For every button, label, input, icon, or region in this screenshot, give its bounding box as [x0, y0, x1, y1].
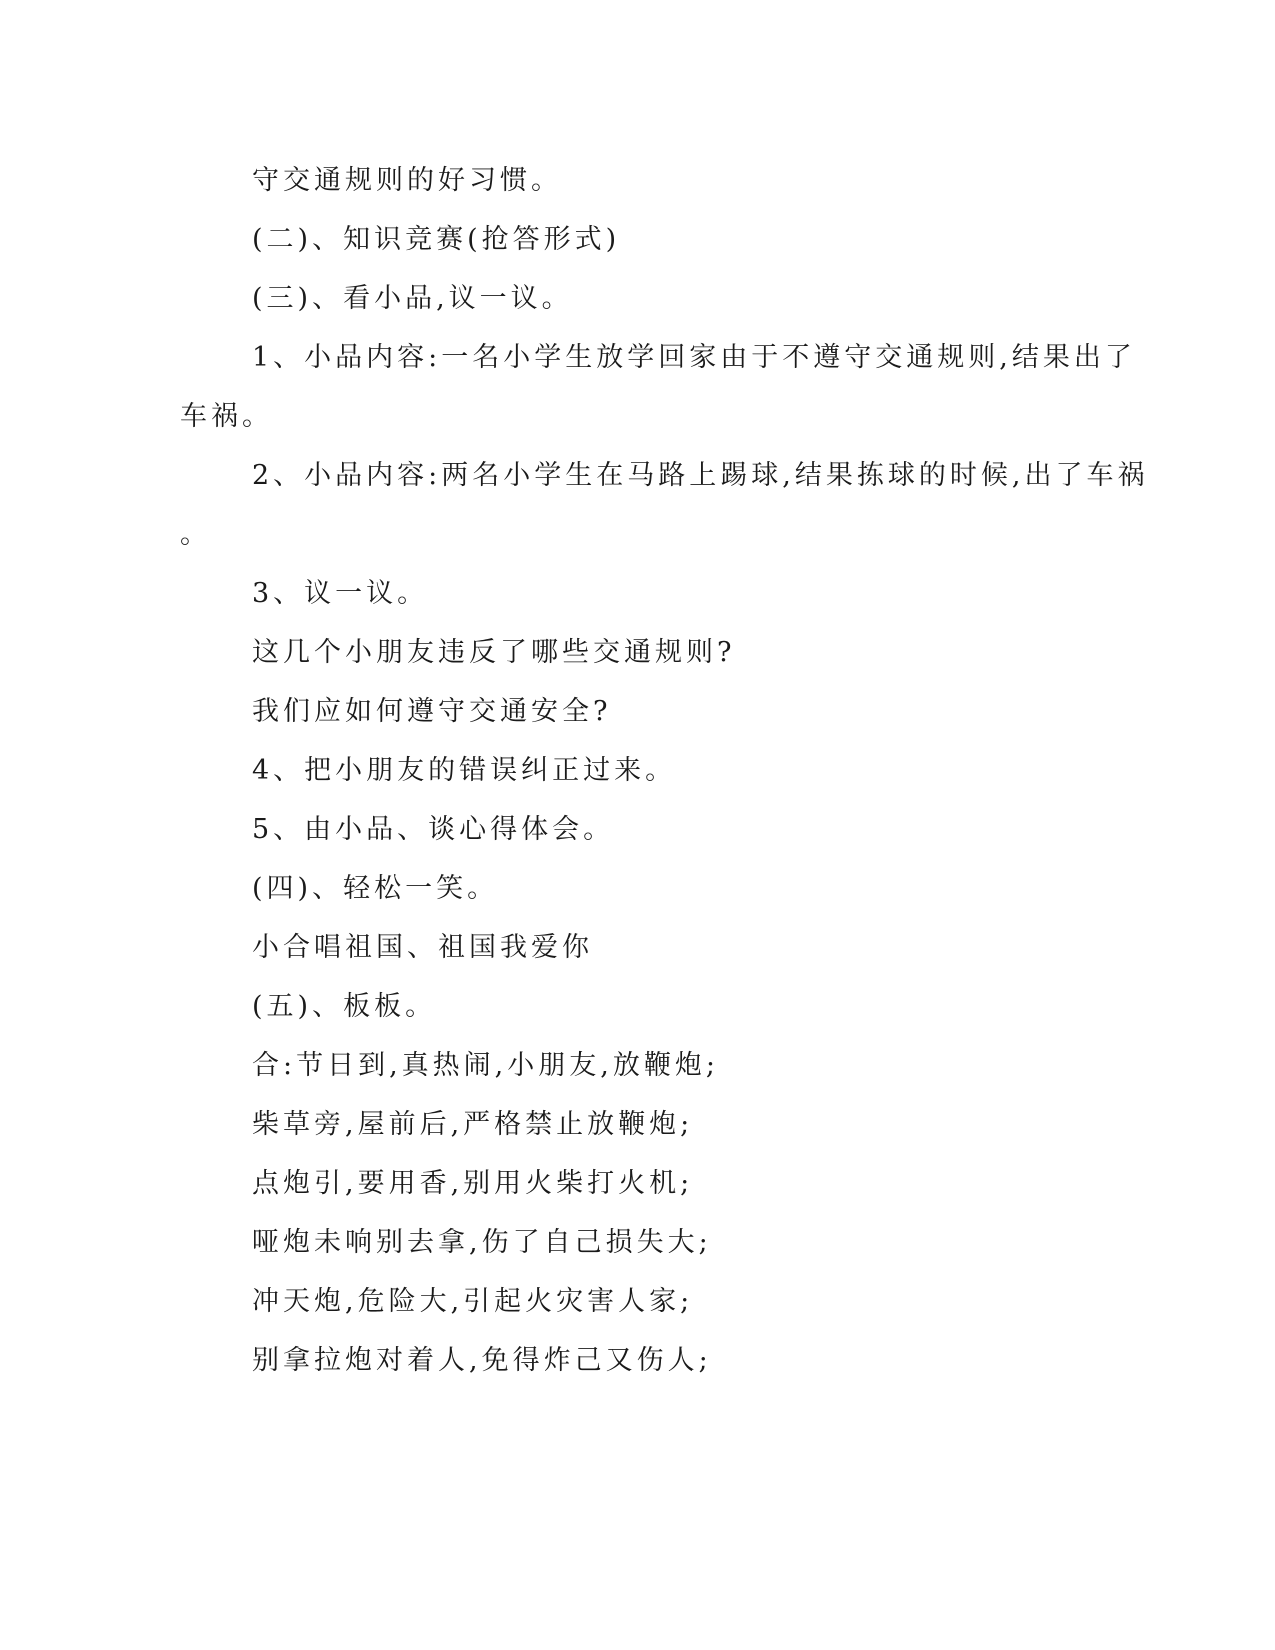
question-line: 我们应如何遵守交通安全?	[252, 696, 612, 727]
list-item-discuss: 3、议一议。	[252, 578, 429, 609]
list-item-correct: 4、把小朋友的错误纠正过来。	[252, 755, 677, 786]
verse-line: 哑炮未响别去拿,伤了自己损失大;	[252, 1227, 712, 1258]
list-item-skit-2: 2、小品内容:两名小学生在马路上踢球,结果拣球的时候,出了车祸	[252, 460, 1149, 491]
section-heading-knowledge-contest: (二)、知识竞赛(抢答形式)	[252, 224, 621, 255]
verse-line: 点炮引,要用香,别用火柴打火机;	[252, 1168, 694, 1199]
verse-line: 冲天炮,危险大,引起火灾害人家;	[252, 1286, 694, 1317]
list-item-reflection: 5、由小品、谈心得体会。	[252, 814, 615, 845]
question-line: 这几个小朋友违反了哪些交通规则?	[252, 637, 736, 668]
section-heading-clapper: (五)、板板。	[252, 991, 437, 1022]
list-item-skit-1-continuation: 车祸。	[180, 401, 273, 432]
verse-line: 柴草旁,屋前后,严格禁止放鞭炮;	[252, 1109, 694, 1140]
verse-line: 别拿拉炮对着人,免得炸己又伤人;	[252, 1345, 712, 1376]
list-item-skit-1: 1、小品内容:一名小学生放学回家由于不遵守交通规则,结果出了	[252, 342, 1136, 373]
section-heading-skit: (三)、看小品,议一议。	[252, 283, 573, 314]
paragraph-line: 守交通规则的好习惯。	[252, 165, 562, 196]
paragraph-line: 小合唱祖国、祖国我爱你	[252, 932, 593, 963]
section-heading-laugh: (四)、轻松一笑。	[252, 873, 499, 904]
list-item-skit-2-continuation: 。	[180, 519, 211, 550]
verse-line: 合:节日到,真热闹,小朋友,放鞭炮;	[252, 1050, 719, 1081]
